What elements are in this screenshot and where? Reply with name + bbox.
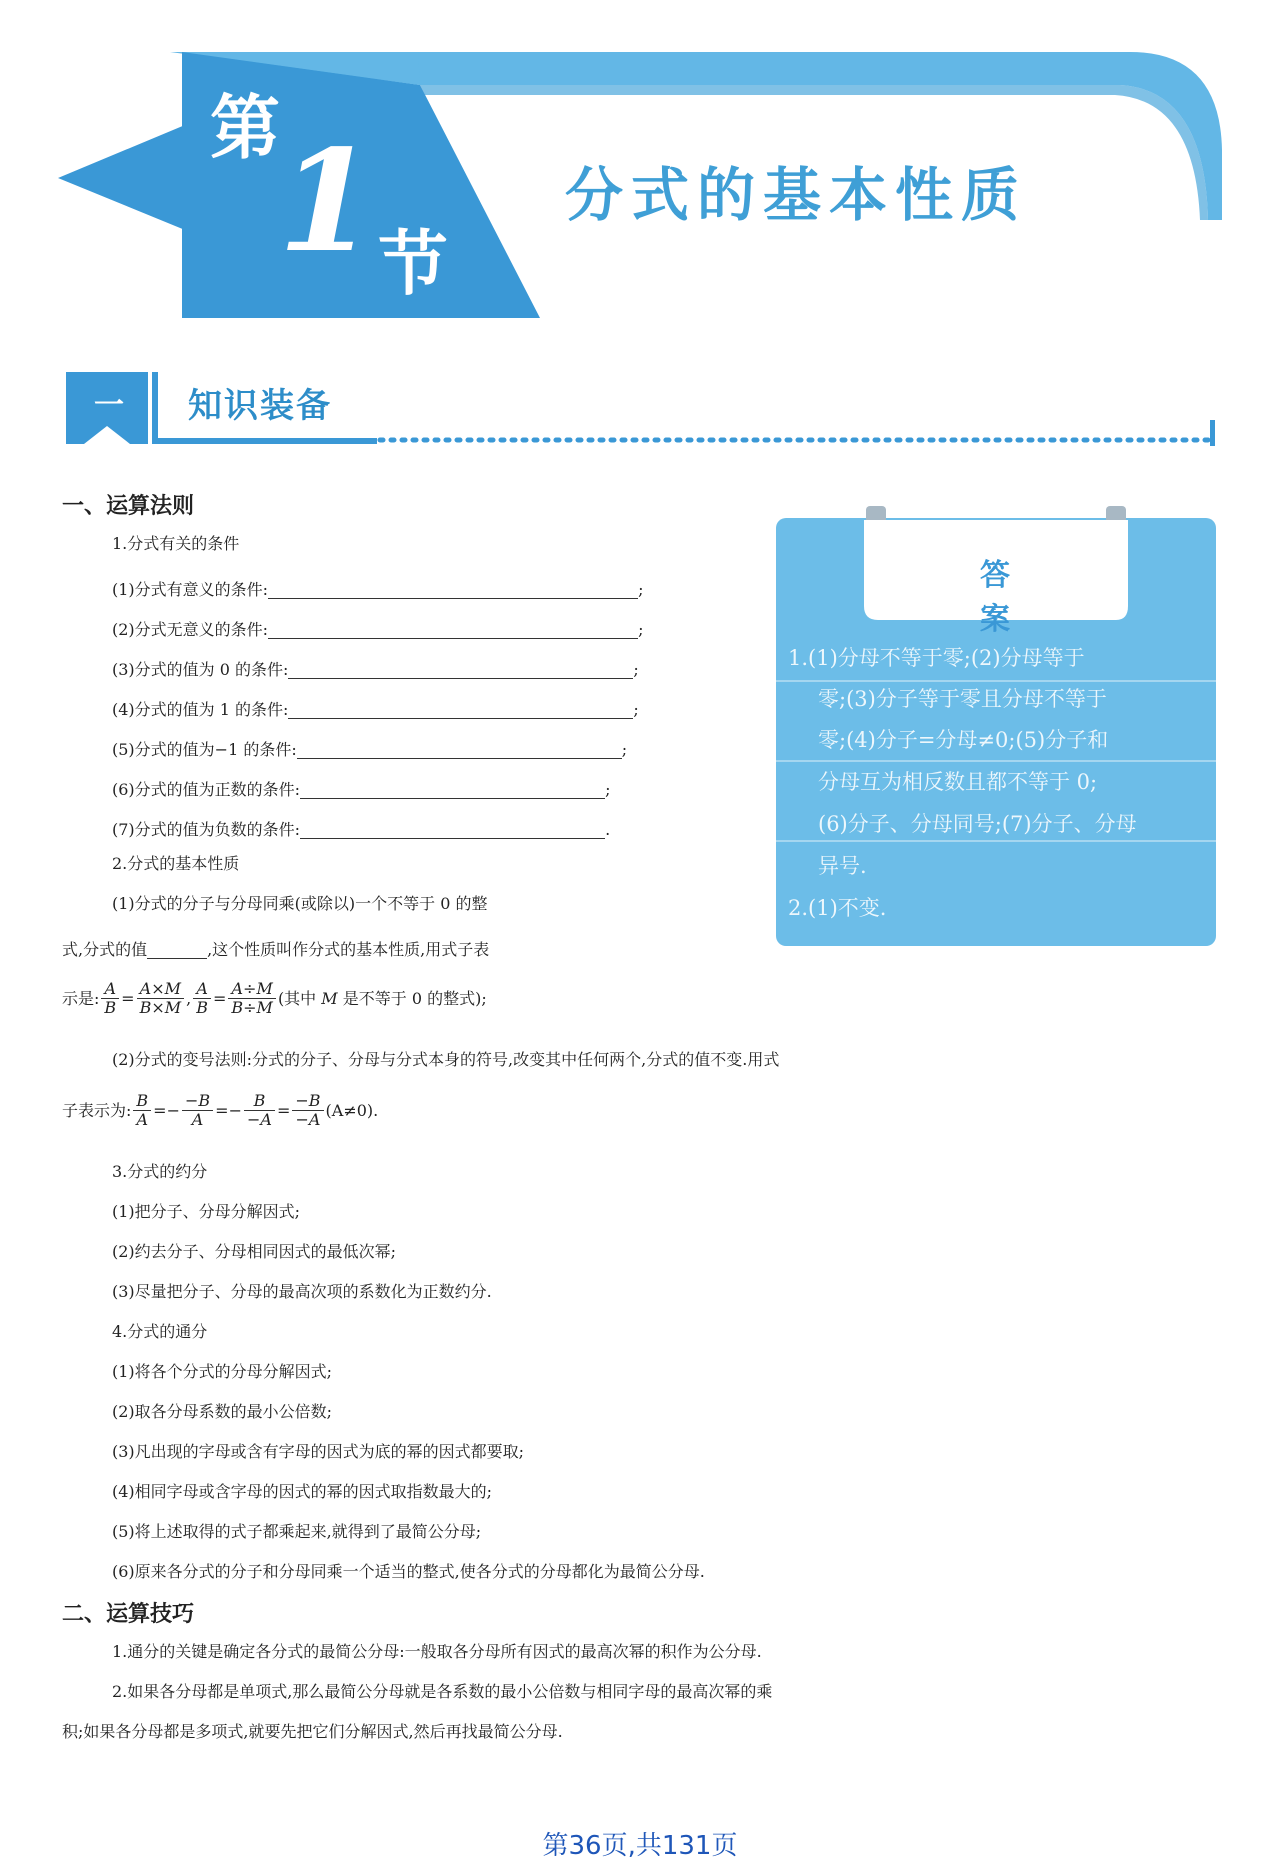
answer-title: 答 案	[980, 558, 1040, 637]
list-item: (2)约去分子、分母相同因式的最低次幂;	[112, 1242, 397, 1261]
condition-item: (2)分式无意义的条件: ;	[112, 616, 643, 639]
fraction: $\frac{A\div M}{B\div M}$	[228, 980, 276, 1018]
section-number: 一	[94, 388, 124, 423]
fraction: $\frac{-B}{-A}$	[292, 1092, 323, 1130]
condition-item: (4)分式的值为 1 的条件: ;	[112, 696, 639, 719]
chapter-char2: 节	[378, 223, 448, 305]
formula-line: 子表示为: $\frac{B}{A}$ =− $\frac{-B}{A}$ =− $\frac{B}{-A}$ = $\frac{-B}{-A}$ (A≠0).	[62, 1091, 379, 1130]
list-item: (1)把分子、分母分解因式;	[112, 1202, 301, 1221]
chapter-title: 分式的基本性质	[565, 161, 1028, 229]
formula-line: 示是: $\frac{A}{B}$ = $\frac{A\times M}{B\times M}$ , $\frac{A}{B}$ = $\frac{A\div M}{B\div M}$ (其中 M 是不等于 0 的整式);	[62, 979, 487, 1018]
subheading: 3.分式的约分	[112, 1162, 208, 1181]
fraction: $\frac{B}{A}$	[133, 1092, 151, 1130]
list-item: (2)取各分母系数的最小公倍数;	[112, 1402, 333, 1421]
paragraph: (2)分式的变号法则:分式的分子、分母与分式本身的符号,改变其中任何两个,分式的值不变.用式	[112, 1050, 780, 1069]
paragraph: 式,分式的值 ,这个性质叫作分式的基本性质,用式子表	[62, 936, 489, 959]
heading-tips: 二、运算技巧	[62, 1602, 195, 1627]
section-title: 知识装备	[188, 386, 332, 426]
answer-line: 异号.	[818, 854, 867, 878]
paragraph: 1.通分的关键是确定各分式的最简公分母:一般取各分母所有因式的最高次幂的积作为公分母.	[112, 1642, 762, 1661]
chapter-number: 1	[278, 120, 376, 284]
paragraph: 积;如果各分母都是多项式,就要先把它们分解因式,然后再找最简公分母.	[62, 1722, 563, 1741]
list-item: (5)将上述取得的式子都乘起来,就得到了最简公分母;	[112, 1522, 482, 1541]
fraction: $\frac{A}{B}$	[193, 980, 211, 1018]
answer-line: 1.(1)分母不等于零;(2)分母等于	[788, 646, 1085, 670]
fraction: $\frac{A}{B}$	[101, 980, 119, 1018]
paragraph: (1)分式的分子与分母同乘(或除以)一个不等于 0 的整	[112, 894, 488, 913]
condition-item: (6)分式的值为正数的条件: ;	[112, 776, 610, 799]
list-item: (3)尽量把分子、分母的最高次项的系数化为正数约分.	[112, 1282, 492, 1301]
condition-item: (1)分式有意义的条件: ;	[112, 576, 643, 599]
banner-left-tab	[58, 125, 185, 230]
condition-item: (5)分式的值为−1 的条件: ;	[112, 736, 627, 759]
fraction: $\frac{B}{-A}$	[244, 1092, 275, 1130]
subheading: 4.分式的通分	[112, 1322, 208, 1341]
condition-item: (7)分式的值为负数的条件: .	[112, 816, 610, 839]
list-item: (1)将各个分式的分母分解因式;	[112, 1362, 333, 1381]
chapter-char1: 第	[210, 87, 280, 169]
fraction: $\frac{-B}{A}$	[182, 1092, 213, 1130]
answer-line: 零;(3)分子等于零且分母不等于	[818, 687, 1107, 711]
subheading: 1.分式有关的条件	[112, 534, 240, 553]
answer-line: (6)分子、分母同号;(7)分子、分母	[818, 812, 1137, 836]
list-item: (3)凡出现的字母或含有字母的因式为底的幂的因式都要取;	[112, 1442, 525, 1461]
fraction: $\frac{A\times M}{B\times M}$	[137, 980, 185, 1018]
heading-rules: 一、运算法则	[62, 494, 195, 519]
answer-line: 分母互为相反数且都不等于 0;	[818, 770, 1098, 794]
answer-line: 零;(4)分子=分母≠0;(5)分子和	[818, 728, 1109, 752]
subheading: 2.分式的基本性质	[112, 854, 240, 873]
condition-item: (3)分式的值为 0 的条件: ;	[112, 656, 639, 679]
answer-line: 2.(1)不变.	[788, 896, 887, 920]
list-item: (4)相同字母或含字母的因式的幂的因式取指数最大的;	[112, 1482, 493, 1501]
page-indicator: 第36页,共131页	[542, 1831, 738, 1861]
list-item: (6)原来各分式的分子和分母同乘一个适当的整式,使各分式的分母都化为最简公分母.	[112, 1562, 705, 1581]
paragraph: 2.如果各分母都是单项式,那么最简公分母就是各系数的最小公倍数与相同字母的最高次幂的乘	[112, 1682, 773, 1701]
